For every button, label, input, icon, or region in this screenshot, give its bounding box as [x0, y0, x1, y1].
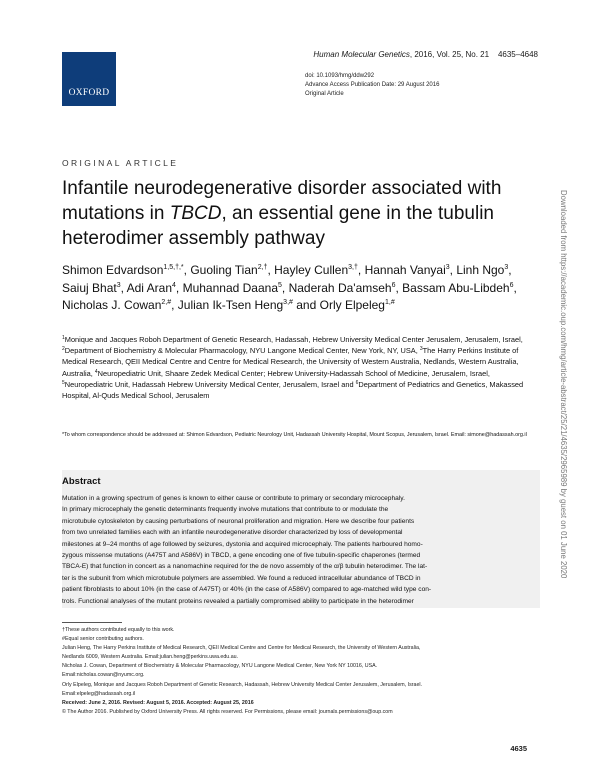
abstract-line: patient fibroblasts to about 10% (in the case of A475T) or 40% (in the case of A586V) compared to age-matched wild type con- — [62, 586, 432, 594]
correspondence: *To whom correspondence should be addressed at: Shimon Edvardson, Pediatric Neurology Unit, Hadassah University Hospital, Mount Scopus, Jerusalem, Israel. Email: simone@hadassah.org.il — [62, 432, 527, 438]
affiliation-number: 6 — [355, 379, 359, 386]
abstract-line: ter is the subunit from which microtubule polymers are assembled. We found a reduced intracellular abundance of TBCD in — [62, 574, 421, 582]
footnote-line: †These authors contributed equally to this work. — [62, 627, 175, 633]
affiliations — [62, 334, 542, 401]
affiliation-text: The Harry Perkins Institute of Medical Research, QEII Medical Centre and Centre for Medical Research, the University of Western Australia, Nedlands, Western Australia, Australia, — [62, 346, 519, 378]
doi[interactable]: doi: 10.1093/hmg/ddw292 — [305, 73, 375, 79]
author-affiliation-mark: 2,† — [257, 264, 268, 271]
author-affiliation-mark: 6 — [391, 281, 396, 289]
author-affiliation-mark: 4 — [172, 281, 176, 289]
footnote-line: #Equal senior contributing authors. — [62, 636, 144, 643]
affiliation-number: 2 — [62, 346, 65, 353]
author-name: Guoling Tian — [190, 263, 258, 277]
author-affiliation-mark: 3 — [445, 264, 450, 271]
author-name: Adi Aran — [126, 280, 172, 295]
author-name: Shimon Edvardson — [62, 263, 164, 277]
journal-name: Human Molecular Genetics — [313, 50, 410, 59]
affiliation-number: 4 — [94, 368, 98, 375]
abstract-line: microtubule cytoskeleton by causing perturbations of neuronal proliferation and migration. Here we describe four patients — [62, 517, 415, 525]
author-affiliation-mark: 1,5,†,* — [163, 264, 184, 271]
affiliation-text: Department of Biochemistry & Molecular Pharmacology, NYU Langone Medical Center, New York, NY, USA, — [64, 346, 420, 356]
affiliation-number: 1 — [62, 335, 65, 341]
author-name: Muhannad Daana — [182, 280, 278, 295]
download-banner: Downloaded from https://academic.oup.com/hmg/article-abstract/25/21/4635/2965989 by guest on 01 June 2020 — [559, 190, 568, 579]
author-name: Hannah Vanyai — [364, 263, 446, 277]
author-affiliation-mark: 3,† — [348, 264, 358, 271]
journal-details: , 2016, Vol. 25, No. 21 — [409, 50, 490, 59]
dates: Received: June 2, 2016. Revised: August 5, 2016. Accepted: August 25, 2016 — [62, 699, 254, 706]
abstract-line: zygous missense mutations (A475T and A586V) in TBCD, a gene encoding one of five tubulin-specific chaperones (termed — [62, 552, 421, 560]
author-list: Shimon Edvardson$^{1,5,\dagger,*}$, Guoling Tian$^{2,\dagger}$, Hayley Cullen$^{3,\dagger}$, Hannah Vanyai$^3$, Linh Ngo$^3$, Saiuj Bhat$^3$, Adi Aran$^4$, Muhannad Daana$^5$, Naderah Da'amseh$^6$, Bassam Abu-Libdeh$^6$, Nicholas J. Cowan$^{2,\#}$, Julian Ik-Tsen Heng$^{3,\#}$ and Orly Elpeleg$^{1,\#}$ — [62, 263, 517, 312]
abstract-line: TBCA-E) that function in concert as a nanomachine required for the de novo assembly of the α/β tubulin heterodimer. The lat- — [62, 563, 428, 571]
affiliation-text: Neuropediatric Unit, Shaare Zedek Medical Center; Hebrew University-Hadassah School of Medicine, Jerusalem, Israel, — [97, 368, 490, 378]
footnote-line: Julian Heng, The Harry Perkins Institute of Medical Research, QEII Medical Centre and Centre for Medical Research, the University of Western Australia, — [62, 645, 421, 652]
article-title — [62, 176, 502, 251]
affiliation-text: Monique and Jacques Roboh Department of Genetic Research, Hadassah, Hebrew University Medical Center Jerusalem, Jerusalem, Israel, — [64, 335, 523, 344]
affiliation-number: 5 — [62, 379, 65, 386]
author-name: Orly Elpeleg — [319, 298, 385, 312]
footnote-divider — [62, 622, 122, 623]
author-affiliation-mark: 5 — [278, 281, 282, 289]
author-name: Linh Ngo — [456, 263, 505, 277]
author-name: Bassam Abu-Libdeh — [402, 280, 510, 295]
footnote-line: Email:nicholas.cowan@nyumc.org. — [62, 672, 145, 679]
author-name: Julian Ik-Tsen Heng — [177, 298, 284, 312]
author-name: Saiuj Bhat — [62, 280, 117, 295]
oxford-logo: OXFORD — [62, 52, 116, 106]
abstract-body — [62, 493, 540, 607]
section-label: ORIGINAL ARTICLE — [62, 158, 179, 168]
affiliation-text: Department of Pediatrics and Genetics, Makassed Hospital, Al-Quds Medical School, Jerusalem — [62, 379, 524, 401]
title-part-2: , an essential gene in the tubulin heterodimer assembly pathway — [62, 203, 494, 249]
abstract-heading: Abstract — [62, 476, 101, 487]
abstract-line: from two unrelated families each with an infantile neurodegenerative disorder characterized by loss of developmental — [62, 529, 403, 537]
footnote-line: Orly Elpeleg, Monique and Jacques Roboh Department of Genetic Research, Hadassah, Hebrew University Medical Center Jerusalem, Jerusalem, Israel. — [62, 681, 423, 688]
abstract-line: In primary microcephaly the genetic determinants frequently involve mutations that contribute to or modulate the — [62, 506, 389, 514]
author-affiliation-mark: 3,# — [283, 299, 293, 306]
article-type: Original Article — [305, 91, 344, 97]
footnote-line: Nedlands 6009, Western Australia. Email:julian.heng@perkins.uwa.edu.au. — [62, 654, 239, 661]
article-meta — [305, 72, 439, 99]
author-affiliation-mark: 3 — [116, 281, 121, 289]
page-number: 4635 — [510, 744, 527, 753]
abstract-line: trols. Functional analyses of the mutant proteins revealed a partially compromised ability to participate in the heterodimer — [62, 597, 414, 605]
affiliation-text: Neuropediatric Unit, Hadassah Hebrew University Medical Center, Jerusalem, Israel and — [64, 379, 356, 389]
abstract-line: Mutation in a growing spectrum of genes is known to either cause or contribute to primary or secondary microcephaly. — [62, 495, 405, 502]
footnote-line: Email:elpeleg@hadassah.org.il — [62, 690, 136, 697]
affiliation-number: 3 — [419, 346, 423, 353]
footnote-line: Nicholas J. Cowan, Department of Biochemistry & Molecular Pharmacology, NYU Langone Medical Center, New York NY 10016, USA. — [62, 663, 378, 670]
author-name: Naderah Da'amseh — [288, 280, 392, 295]
author-affiliation-mark: 3 — [504, 264, 509, 271]
journal-citation — [313, 50, 538, 59]
author-affiliation-mark: 6 — [509, 281, 514, 289]
author-affiliation-mark: 2,# — [161, 299, 172, 306]
author-affiliation-mark: 1,# — [384, 299, 395, 306]
author-name: Hayley Cullen — [274, 263, 349, 277]
author-name: Nicholas J. Cowan — [62, 298, 162, 312]
footnotes — [62, 626, 542, 717]
title-gene: TBCD — [169, 203, 222, 224]
copyright: © The Author 2016. Published by Oxford University Press. All rights reserved. For Permissions, please email: journals.permissions@oup.com — [62, 708, 393, 715]
journal-pages: 4635–4648 — [497, 50, 538, 59]
advance-access-date: Advance Access Publication Date: 29 August 2016 — [305, 82, 440, 88]
title-part-1: Infantile neurodegenerative disorder associated with mutations in — [62, 178, 502, 224]
abstract-line: milestones at 9–24 months of age followed by seizures, dystonia and acquired microcephaly. The patients harboured homo- — [62, 540, 423, 548]
